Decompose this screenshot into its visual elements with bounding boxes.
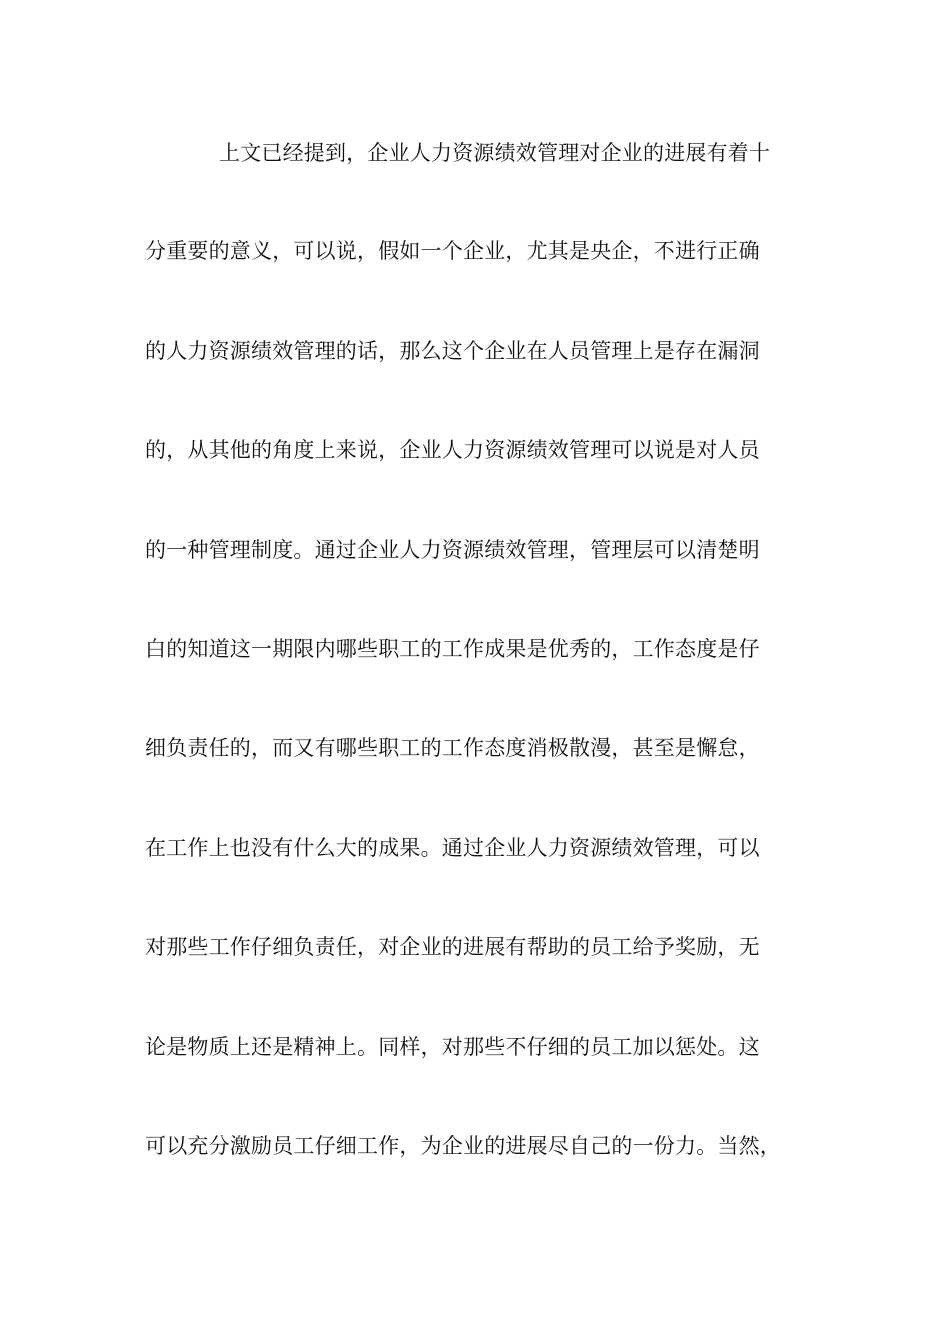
paragraph-line: 白的知道这一期限内哪些职工的工作成果是优秀的，工作态度是仔: [145, 637, 760, 661]
paragraph-line: 论是物质上还是精神上。同样，对那些不仔细的员工加以惩处。这: [145, 1035, 760, 1059]
paragraph-line: 细负责任的，而又有哪些职工的工作态度消极散漫，甚至是懈怠，: [145, 736, 760, 760]
paragraph-line: 对那些工作仔细负责任，对企业的进展有帮助的员工给予奖励，无: [145, 935, 760, 959]
paragraph-line: 的人力资源绩效管理的话，那么这个企业在人员管理上是存在漏洞: [145, 339, 760, 363]
paragraph-line: 的一种管理制度。通过企业人力资源绩效管理，管理层可以清楚明: [145, 538, 760, 562]
paragraph-line: 上文已经提到，企业人力资源绩效管理对企业的进展有着十: [219, 141, 771, 165]
paragraph-line: 在工作上也没有什么大的成果。通过企业人力资源绩效管理，可以: [145, 836, 760, 860]
paragraph-line: 分重要的意义，可以说，假如一个企业，尤其是央企，不进行正确: [145, 239, 760, 263]
paragraph-line: 可以充分激励员工仔细工作，为企业的进展尽自己的一份力。当然，: [145, 1134, 781, 1158]
paragraph-line: 的，从其他的角度上来说，企业人力资源绩效管理可以说是对人员: [145, 438, 760, 462]
